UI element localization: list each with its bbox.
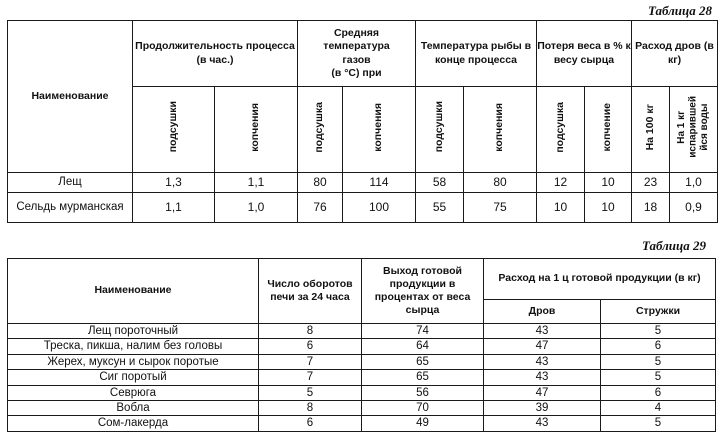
table-row	[8, 173, 718, 193]
table-29	[7, 258, 716, 432]
cell: 7	[259, 370, 362, 385]
cell: 80	[464, 173, 537, 193]
row-name: Севрюга	[8, 385, 259, 400]
cell: 64	[362, 339, 484, 354]
duration-header: Продолжительность процесса (в час.)	[133, 21, 298, 87]
row-name: Сиг поротый	[8, 370, 259, 385]
cell: 10	[537, 193, 585, 223]
row-name: Сом-лакерда	[8, 416, 259, 431]
t29-shavings-header: Стружки	[601, 300, 716, 324]
cell: 55	[416, 193, 464, 223]
cell: 10	[585, 193, 632, 223]
table-row	[8, 339, 716, 354]
sub-gas-drying: подсушка	[298, 87, 343, 173]
cell: 10	[585, 173, 632, 193]
cell: 43	[484, 324, 601, 339]
cell: 47	[484, 385, 601, 400]
cell: 75	[464, 193, 537, 223]
cell: 5	[601, 324, 716, 339]
row-name: Лещ	[8, 173, 133, 193]
cell: 5	[601, 416, 716, 431]
cell: 5	[601, 370, 716, 385]
sub-fish-drying: подсушки	[416, 87, 464, 173]
t29-turnovers-header: Число оборотов печи за 24 часа	[259, 259, 362, 324]
cell: 1,1	[215, 173, 298, 193]
cell: 0,9	[670, 193, 718, 223]
cell: 58	[416, 173, 464, 193]
cell: 43	[484, 416, 601, 431]
t29-consumption-header: Расход на 1 ц готовой продукции (в кг)	[484, 259, 716, 300]
name-header: Наименование	[8, 21, 133, 173]
cell: 43	[484, 354, 601, 369]
cell: 43	[484, 370, 601, 385]
cell: 12	[537, 173, 585, 193]
sub-smoking: копчения	[215, 87, 298, 173]
gas-temp-header: Средняя температура газов (в °C) при	[298, 21, 416, 87]
cell: 1,0	[215, 193, 298, 223]
cell: 18	[632, 193, 670, 223]
cell: 56	[362, 385, 484, 400]
t29-yield-header: Выход готовой продукции в процентах от веса сырца	[362, 259, 484, 324]
cell: 65	[362, 354, 484, 369]
table-row	[8, 416, 716, 431]
row-name: Треска, пикша, налим без головы	[8, 339, 259, 354]
fish-temp-header: Температура рыбы в конце процесса	[416, 21, 537, 87]
row-name: Жерех, муксун и сырок поротые	[8, 354, 259, 369]
t29-wood-header: Дров	[484, 300, 601, 324]
weight-loss-header: Потеря веса в % к весу сырца	[537, 21, 632, 87]
cell: 6	[259, 339, 362, 354]
cell: 1,0	[670, 173, 718, 193]
table28-caption: Таблица 28	[648, 3, 713, 18]
sub-drying: подсушки	[133, 87, 215, 173]
table29-caption: Таблица 29	[642, 238, 707, 253]
sub-per-100: На 100 кг	[632, 87, 670, 173]
table-row	[8, 354, 716, 369]
cell: 6	[601, 385, 716, 400]
cell: 5	[601, 354, 716, 369]
table-row	[8, 400, 716, 415]
cell: 74	[362, 324, 484, 339]
sub-loss-smoking: копчение	[585, 87, 632, 173]
cell: 8	[259, 324, 362, 339]
table-row	[8, 370, 716, 385]
sub-fish-smoking: копчения	[464, 87, 537, 173]
cell: 8	[259, 400, 362, 415]
cell: 7	[259, 354, 362, 369]
cell: 1,1	[133, 193, 215, 223]
row-name: Сельдь мурманская	[8, 193, 133, 223]
sub-per-1: На 1 кг испарившей йся воды	[670, 87, 718, 173]
t29-name-header: Наименование	[8, 259, 259, 324]
cell: 114	[343, 173, 416, 193]
cell: 5	[259, 385, 362, 400]
cell: 6	[259, 416, 362, 431]
cell: 1,3	[133, 173, 215, 193]
row-name: Лещ пороточный	[8, 324, 259, 339]
cell: 6	[601, 339, 716, 354]
table-row	[8, 385, 716, 400]
cell: 47	[484, 339, 601, 354]
cell: 49	[362, 416, 484, 431]
cell: 39	[484, 400, 601, 415]
row-name: Вобла	[8, 400, 259, 415]
table-row	[8, 193, 718, 223]
cell: 65	[362, 370, 484, 385]
sub-loss-drying: подсушка	[537, 87, 585, 173]
cell: 100	[343, 193, 416, 223]
sub-gas-smoking: копчения	[343, 87, 416, 173]
cell: 76	[298, 193, 343, 223]
cell: 70	[362, 400, 484, 415]
cell: 80	[298, 173, 343, 193]
table-row	[8, 324, 716, 339]
cell: 4	[601, 400, 716, 415]
wood-header: Расход дров (в кг)	[632, 21, 718, 87]
cell: 23	[632, 173, 670, 193]
table-28	[7, 20, 718, 223]
